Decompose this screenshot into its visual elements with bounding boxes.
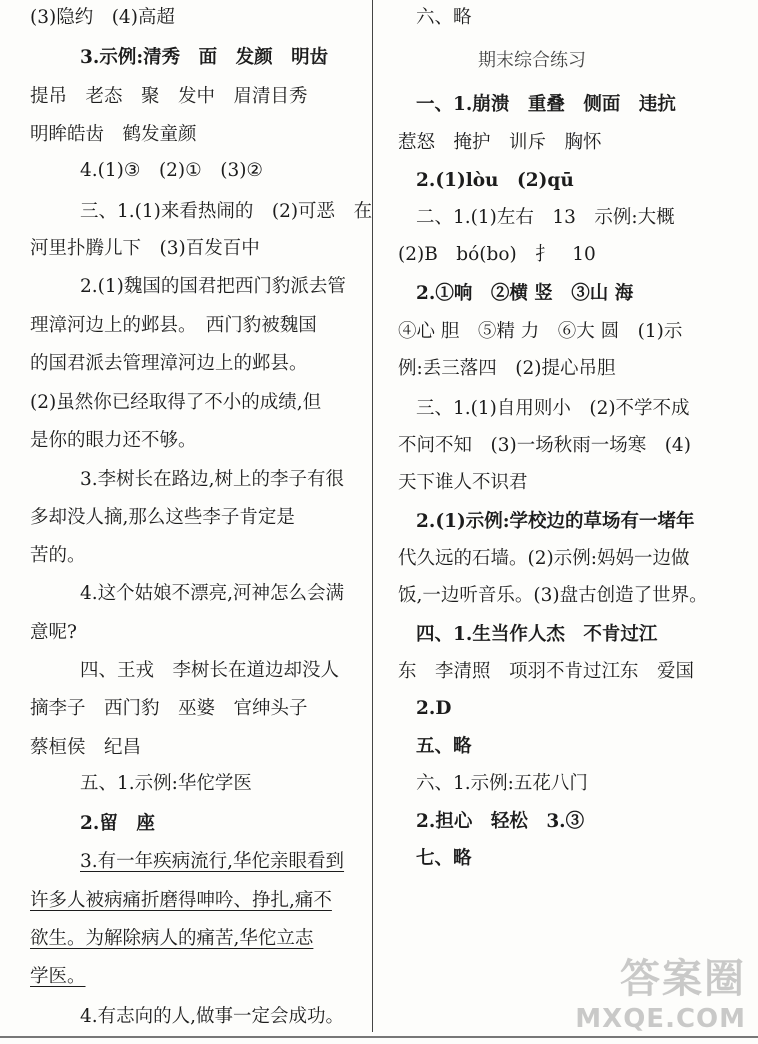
answer-line: 4.(1)③ (2)① (3)② bbox=[80, 160, 264, 181]
answer-line: 4.有志向的人,做事一定会成功。 bbox=[80, 1006, 345, 1027]
answer-line: 苦的。 bbox=[30, 545, 86, 566]
answer-line: 意呢? bbox=[30, 622, 77, 643]
answer-line: ④心 胆 ⑤精 力 ⑥大 圆 (1)示 bbox=[398, 321, 683, 342]
answer-line: 一、1.崩溃 重叠 侧面 违抗 bbox=[416, 94, 676, 115]
watermark-logo-text: 答案圈 bbox=[620, 956, 746, 1002]
answer-line: 代久远的石墙。(2)示例:妈妈一边做 bbox=[398, 548, 690, 569]
answer-line: 五、略 bbox=[416, 736, 472, 757]
answer-line: 欲生。为解除病人的痛苦,华佗立志 bbox=[30, 928, 314, 949]
answer-line: 饭,一边听音乐。(3)盘古创造了世界。 bbox=[398, 585, 708, 606]
answer-line: 天下谁人不识君 bbox=[398, 472, 528, 493]
answer-line: 六、1.示例:五花八门 bbox=[416, 773, 588, 794]
answer-line: 四、王戎 李树长在道边却没人 bbox=[80, 660, 340, 681]
answer-line: 2.D bbox=[416, 698, 452, 719]
answer-line: 明眸皓齿 鹤发童颜 bbox=[30, 124, 197, 145]
answer-line: 摘李子 西门豹 巫婆 官绅头子 bbox=[30, 698, 308, 719]
answer-line: (2)B bó(bo) 扌 10 bbox=[398, 244, 596, 265]
watermark bbox=[575, 947, 746, 1034]
answer-line: 河里扑腾儿下 (3)百发百中 bbox=[30, 238, 260, 259]
answer-line: 的国君派去管理漳河边上的邺县。 bbox=[30, 353, 308, 374]
answer-line: 2.(1)示例:学校边的草场有一堵年 bbox=[416, 511, 695, 532]
answer-line: 不问不知 (3)一场秋雨一场寒 (4) bbox=[398, 435, 691, 456]
answer-line: 蔡桓侯 纪昌 bbox=[30, 737, 142, 758]
answer-line: 2.(1)lòu (2)qū bbox=[416, 170, 574, 191]
answer-line: 惹怒 掩护 训斥 胸怀 bbox=[398, 132, 602, 153]
answer-line: 理漳河边上的邺县。 西门豹被魏国 bbox=[30, 315, 317, 336]
answer-line: 3.李树长在路边,树上的李子有很 bbox=[80, 469, 345, 490]
answer-line: 提吊 老态 聚 发中 眉清目秀 bbox=[30, 86, 308, 107]
answer-line: 三、1.(1)自用则小 (2)不学不成 bbox=[416, 398, 690, 419]
answer-line: 例:丢三落四 (2)提心吊胆 bbox=[398, 358, 616, 379]
answer-line: 2.担心 轻松 3.③ bbox=[416, 811, 585, 832]
answer-line: 2.留 座 bbox=[80, 813, 155, 834]
watermark-url: MXQE.COM bbox=[575, 1004, 746, 1034]
answer-line: 4.这个姑娘不漂亮,河神怎么会满 bbox=[80, 583, 345, 604]
answer-line: 3.示例:清秀 面 发颜 明齿 bbox=[80, 47, 329, 68]
answer-line: 3.有一年疾病流行,华佗亲眼看到 bbox=[80, 851, 345, 872]
answer-line: 五、1.示例:华佗学医 bbox=[80, 773, 252, 794]
answer-line: (2)虽然你已经取得了不小的成绩,但 bbox=[30, 392, 322, 413]
answer-line: 四、1.生当作人杰 不肯过江 bbox=[416, 624, 658, 645]
answer-line: 许多人被病痛折磨得呻吟、挣扎,痛不 bbox=[30, 890, 332, 911]
answer-line: 三、1.(1)来看热闹的 (2)可恶 在 bbox=[80, 201, 373, 222]
answer-line: 六、略 bbox=[416, 7, 472, 28]
section-title: 期末综合练习 bbox=[478, 50, 586, 71]
answer-line: (3)隐约 (4)高超 bbox=[30, 7, 175, 28]
column-divider bbox=[372, 0, 373, 1032]
answer-line: 七、略 bbox=[416, 848, 472, 869]
page-bottom-border bbox=[0, 1036, 758, 1038]
answer-line: 多却没人摘,那么这些李子肯定是 bbox=[30, 507, 295, 528]
answer-line: 2.①响 ②横 竖 ③山 海 bbox=[416, 283, 634, 304]
answer-line: 二、1.(1)左右 13 示例:大概 bbox=[416, 207, 675, 228]
answer-line: 东 李清照 项羽不肯过江东 爱国 bbox=[398, 661, 695, 682]
answer-line: 2.(1)魏国的国君把西门豹派去管 bbox=[80, 276, 346, 297]
answer-line: 学医。 bbox=[30, 966, 86, 987]
answer-line: 是你的眼力还不够。 bbox=[30, 430, 197, 451]
